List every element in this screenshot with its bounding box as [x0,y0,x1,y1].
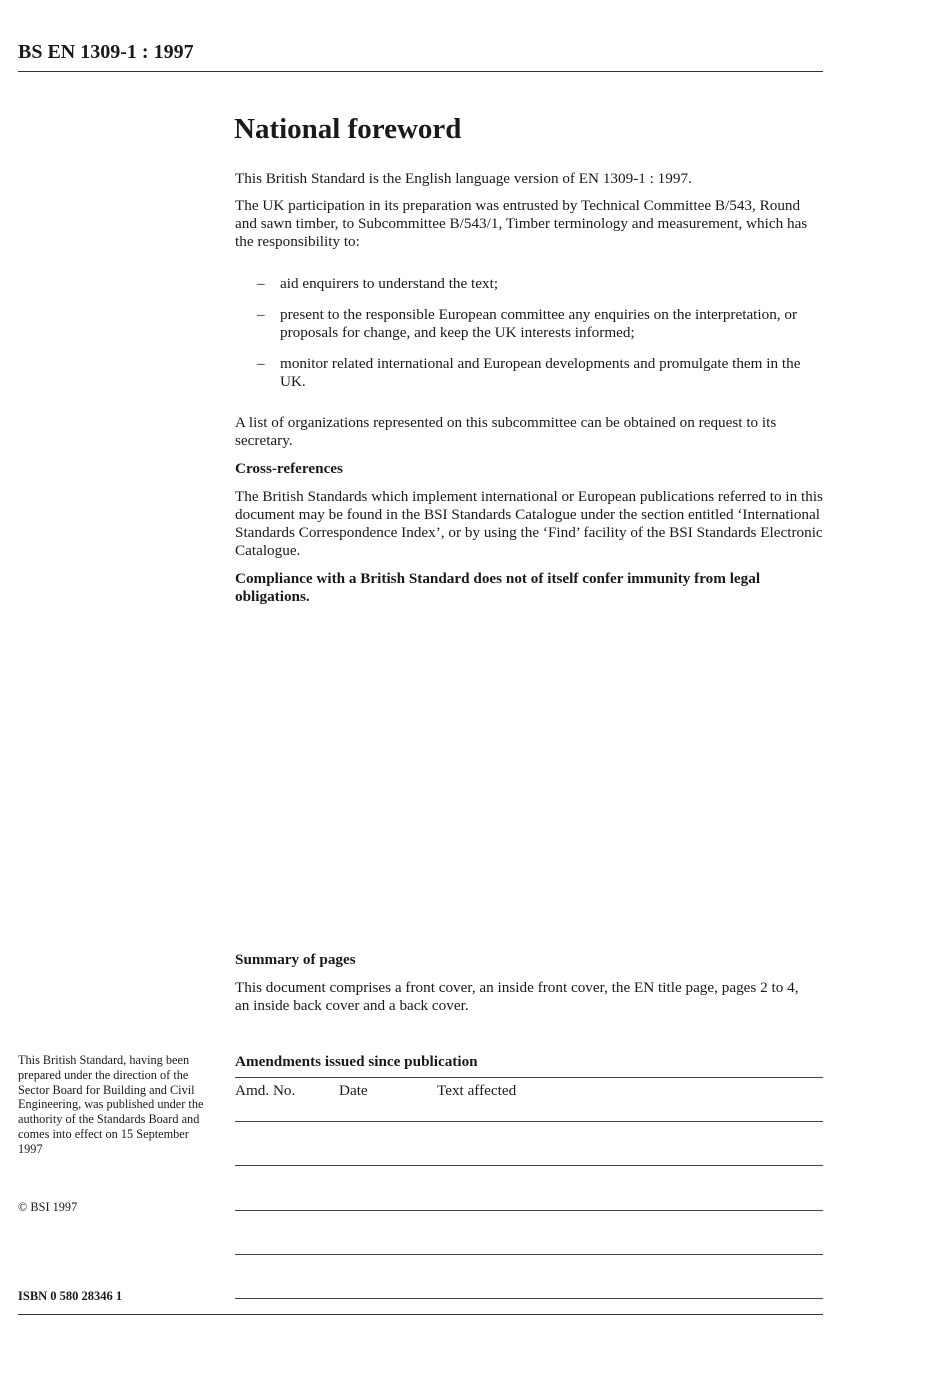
amendments-column-amd-no: Amd. No. [235,1082,296,1099]
list-item-text: present to the responsible European committee any enquiries on the interpretation, or proposals for change, and keep the UK interests informed; [280,306,798,341]
list-item [257,306,827,342]
list-item-text: aid enquirers to understand the text; [280,275,499,292]
amendments-heading: Amendments issued since publication [235,1053,478,1070]
compliance-statement: Compliance with a British Standard does not of itself confer immunity from legal obligations. [235,570,761,605]
amendments-column-date: Date [339,1082,368,1099]
document-id: BS EN 1309-1 : 1997 [18,41,194,63]
responsibility-list [257,275,827,404]
amendments-row-line [235,1165,823,1166]
amendments-row-line [235,1254,823,1255]
amendments-row-line [235,1298,823,1299]
copyright-notice: © BSI 1997 [18,1200,78,1214]
isbn-number: ISBN 0 580 28346 1 [18,1289,123,1303]
foreword-paragraph-1: This British Standard is the English language version of EN 1309-1 : 1997. [235,170,692,187]
page-title: National foreword [234,113,462,145]
amendments-row-line [235,1210,823,1211]
bullet-dash: – [257,306,265,323]
summary-heading: Summary of pages [235,951,356,968]
list-item-text: monitor related international and European developments and promulgate them in the UK. [280,355,801,390]
bullet-dash: – [257,275,265,292]
cross-references-heading: Cross-references [235,460,343,477]
list-item [257,355,827,391]
amendments-top-rule [235,1077,823,1078]
bullet-dash: – [257,355,265,372]
summary-text: This document comprises a front cover, an inside front cover, the EN title page, pages 2 to 4, an inside back cover and a back cover. [235,979,799,1014]
cross-references-text: The British Standards which implement international or European publications referred to in this document may be found in the BSI Standards Catalogue under the section entitled ‘International Standards Correspondence Index’, or by using the ‘Find’ facility of the BSI Standards Electronic Catalogue. [235,488,823,559]
header-rule [18,71,823,72]
foreword-paragraph-3: A list of organizations represented on this subcommittee can be obtained on request to its secretary. [235,414,777,449]
amendments-column-text-affected: Text affected [437,1082,517,1099]
footer-rule [18,1314,823,1315]
amendments-row-line [235,1121,823,1122]
list-item [257,275,827,293]
foreword-paragraph-2: The UK participation in its preparation was entrusted by Technical Committee B/543, Round and sawn timber, to Subcommittee B/543/1, Timber terminology and measurement, which has the responsibility to: [235,197,808,250]
publication-note: This British Standard, having been prepared under the direction of the Sector Board for Building and Civil Engineering, was published under the authority of the Standards Board and comes into effect on 15 September 1997 [18,1053,204,1156]
